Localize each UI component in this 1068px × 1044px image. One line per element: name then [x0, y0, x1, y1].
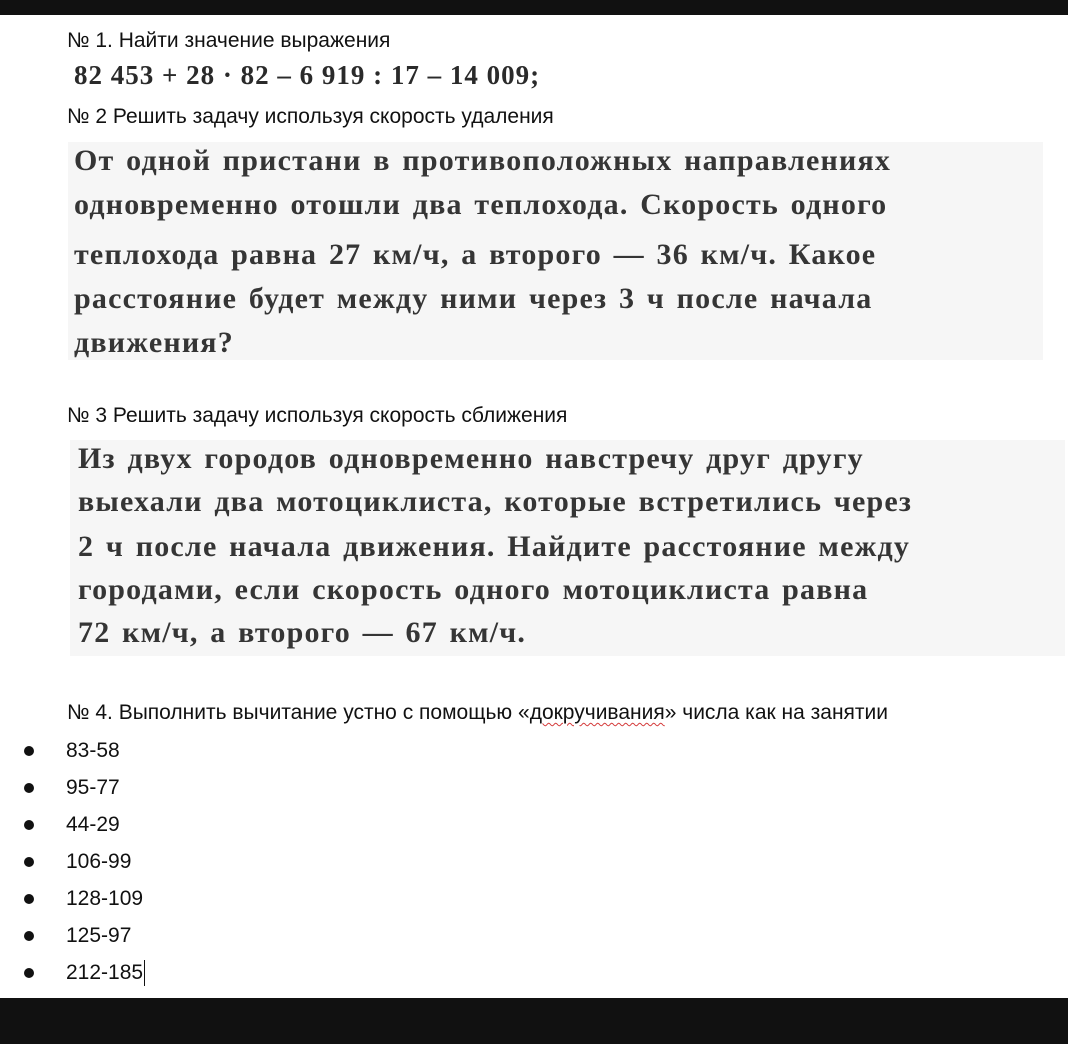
- task-3-line: городами, если скорость одного мотоциклиста равна: [78, 573, 869, 606]
- task-3-line: 2 ч после начала движения. Найдите расстояние между: [78, 530, 911, 563]
- list-item-text: 44-29: [66, 813, 120, 836]
- task-2-heading: № 2 Решить задачу используя скорость удаления: [67, 105, 554, 128]
- list-item-text: 83-58: [66, 739, 120, 762]
- bullet-icon: [24, 894, 34, 904]
- task-2-line: движения?: [74, 326, 234, 359]
- task-1-heading: № 1. Найти значение выражения: [67, 29, 391, 52]
- task-2-line: От одной пристани в противоположных направлениях: [74, 144, 892, 177]
- task-4-heading: [67, 701, 888, 725]
- task-2-line: одновременно отошли два теплохода. Скорость одного: [74, 188, 888, 221]
- bullet-icon: [24, 820, 34, 830]
- task-3-line: Из двух городов одновременно навстречу друг другу: [78, 442, 864, 475]
- list-item-text: 95-77: [66, 776, 120, 799]
- text-cursor: [144, 960, 145, 986]
- task-3-problem-scan: [70, 440, 1065, 656]
- top-dark-bar: [0, 0, 1068, 15]
- task-4-heading-end: » числа как на занятии: [664, 701, 889, 724]
- bullet-icon: [24, 783, 34, 793]
- task-3-line: 72 км/ч, а второго — 67 км/ч.: [78, 616, 527, 649]
- list-item-text-with-caret[interactable]: [66, 956, 145, 990]
- bullet-icon: [24, 931, 34, 941]
- bullet-icon: [24, 968, 34, 978]
- bullet-icon: [24, 746, 34, 756]
- task-2-line: теплохода равна 27 км/ч, а второго — 36 км/ч. Какое: [74, 238, 877, 271]
- bullet-icon: [24, 857, 34, 867]
- list-item-text: 106-99: [66, 850, 132, 873]
- document-page: [0, 15, 1068, 998]
- task-2-problem-scan: [68, 142, 1043, 360]
- task-4-heading-start: № 4. Выполнить вычитание устно с помощью «: [67, 701, 530, 724]
- task-1-expression: 82 453 + 28 · 82 – 6 919 : 17 – 14 009;: [74, 60, 541, 90]
- task-3-line: выехали два мотоциклиста, которые встретились через: [78, 485, 913, 518]
- task-2-line: расстояние будет между ними через 3 ч после начала: [74, 282, 873, 315]
- task-3-heading: № 3 Решить задачу используя скорость сближения: [67, 404, 568, 427]
- bottom-dark-bar: [0, 998, 1068, 1044]
- list-item-text: 212-185: [66, 961, 144, 984]
- list-item-text: 125-97: [66, 924, 132, 947]
- spellcheck-flagged-word[interactable]: докручивания: [529, 701, 665, 724]
- list-item-text: 128-109: [66, 887, 144, 910]
